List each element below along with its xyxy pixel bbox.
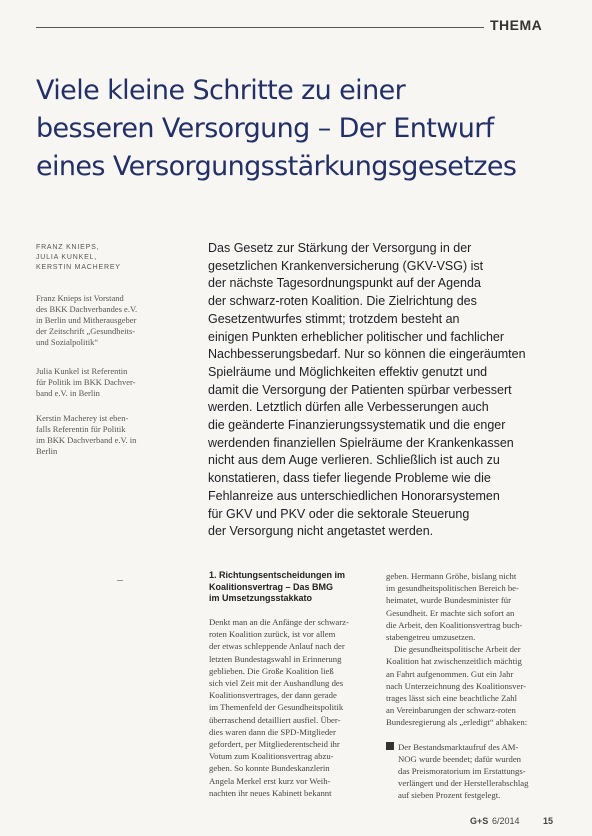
bullet-line: auf sieben Prozent festgelegt. <box>398 790 501 801</box>
body-line: Bundesregierung als „erledigt“ abhaken: <box>386 717 528 728</box>
bullet-line: NOG wurde beendet; dafür wurden <box>398 753 522 764</box>
lead-line: Nachbesserungsbedarf. Nur so können die eingeräumten <box>208 347 526 362</box>
author-bio-knieps <box>36 293 196 348</box>
body-line: dies waren dann die SPD-Mitglieder <box>209 726 336 737</box>
heading-line: 1. Richtungsentscheidungen im <box>209 570 346 580</box>
lead-line: Das Gesetz zur Stärkung der Versorgung in der <box>208 241 472 255</box>
body-line: Denkt man an die Anfänge der schwarz- <box>209 617 349 627</box>
lead-line: für GKV und PKV oder die sektorale Steuerung <box>208 506 470 521</box>
lead-line: die geänderte Finanzierungssystematik und die enger <box>208 418 506 433</box>
section-heading <box>209 570 374 605</box>
author-bio-macherey <box>36 413 196 457</box>
bullet-line: Der Bestandsmarktaufruf des AM- <box>398 741 519 752</box>
body-line: die Arbeit, den Koalitionsvertrag buch- <box>386 619 523 630</box>
bio-line: der Zeitschrift „Gesundheits- <box>36 326 136 336</box>
bio-line: des BKK Dachverbandes e.V. <box>36 304 138 314</box>
lead-line: nicht aus dem Auge verlieren. Schließlich ist auch zu <box>208 453 500 468</box>
lead-line: der nächste Tagesordnungspunkt auf der Agenda <box>208 276 481 291</box>
body-line: geblieben. Die Große Koalition ließ <box>209 665 334 676</box>
lead-line: der schwarz-roten Koalition. Die Zielrichtung des <box>208 294 477 309</box>
bio-line: und Sozialpolitik“ <box>36 337 99 347</box>
heading-line: im Umsetzungsstakkato <box>209 593 313 603</box>
bio-line: für Politik im BKK Dachver- <box>36 377 136 387</box>
bio-line: Julia Kunkel ist Referentin <box>36 366 128 376</box>
title-line: besseren Versorgung – Der Entwurf <box>36 113 494 144</box>
journal-name: G+S <box>470 816 489 826</box>
lead-line: einigen Punkten erheblicher politischer und fachlicher <box>208 329 505 344</box>
author-name: FRANZ KNIEPS, <box>36 244 100 251</box>
lead-line: Gesetzentwurfes stimmt; trotzdem besteht an <box>208 311 460 326</box>
divider-mark <box>117 580 123 581</box>
bio-line: band e.V. in Berlin <box>36 388 100 398</box>
author-bio-kunkel <box>36 366 196 399</box>
bio-line: in Berlin und Mitherausgeber <box>36 315 137 325</box>
section-label: THEMA <box>490 17 543 33</box>
author-name: JULIA KUNKEL, <box>36 254 97 261</box>
body-line: Votum zum Koalitionsvertrag abzu- <box>209 751 334 762</box>
body-line: der etwas schleppende Anlauf nach der <box>209 641 345 652</box>
body-line: geben. Hermann Gröhe, bislang nicht <box>386 571 517 581</box>
body-line: Die gesundheitspolitische Arbeit der <box>394 644 521 655</box>
body-line: sich viel Zeit mit der Aushandlung des <box>209 678 344 689</box>
header-rule <box>36 27 484 28</box>
body-line: überraschend detailliert ausfiel. Über- <box>209 714 341 725</box>
body-line: nach Unterzeichnung des Koalitionsver- <box>386 680 526 691</box>
bio-line: Franz Knieps ist Vorstand <box>36 293 124 303</box>
body-line: nachten ihr neues Kabinett bekannt <box>209 787 332 798</box>
lead-line: werdenden finanziellen Spielräume der Krankenkassen <box>208 435 514 450</box>
lead-line: Spielräume und Möglichkeiten effektiv genutzt und <box>208 364 488 379</box>
body-line: geben. So konnte Bundeskanzlerin <box>209 763 330 774</box>
body-line: Angela Merkel erst kurz vor Weih- <box>209 775 331 786</box>
body-line: im Themenfeld der Gesundheitspolitik <box>209 702 344 713</box>
author-list <box>36 243 196 273</box>
body-line: an Fahrt aufgenommen. Gut ein Jahr <box>386 668 514 679</box>
body-line: heimatet, wurde Bundesminister für <box>386 595 511 606</box>
bio-line: Kerstin Macherey ist eben- <box>36 413 129 423</box>
lead-line: damit die Versorgung der Patienten spürbar verbessert <box>208 382 512 397</box>
body-line: gefordert, per Mitgliederentscheid ihr <box>209 739 340 750</box>
author-name: KERSTIN MACHEREY <box>36 264 121 271</box>
body-line: trages lässt sich eine beachtliche Zahl <box>386 693 517 704</box>
body-line: letzten Bundestagswahl in Erinnerung <box>209 653 342 664</box>
issue-number: 6/2014 <box>492 816 520 826</box>
body-line: im gesundheitspolitischen Bereich be- <box>386 583 519 594</box>
bullet-square-icon <box>386 742 394 750</box>
title-line: eines Versorgungsstärkungsgesetzes <box>36 151 517 182</box>
body-column-left <box>209 616 375 799</box>
body-line: Koalition hat zwischenzeitlich mächtig <box>386 656 522 667</box>
title-line: Viele kleine Schritte zu einer <box>36 75 406 106</box>
article-title <box>36 72 576 186</box>
lead-line: werden. Letztlich dürfen alle Verbesserungen auch <box>208 400 489 415</box>
body-line: stabengetreu umzusetzen. <box>386 632 476 643</box>
body-column-right <box>386 570 552 802</box>
body-line: roten Koalition zurück, ist vor allem <box>209 629 336 640</box>
lead-line: der Versorgung nicht angetastet werden. <box>208 524 434 539</box>
body-line: an Vereinbarungen der schwarz-roten <box>386 705 516 716</box>
page-number: 15 <box>543 816 554 826</box>
bio-line: falls Referentin für Politik <box>36 424 126 434</box>
spacer <box>386 729 552 741</box>
bio-line: im BKK Dachverband e.V. in <box>36 435 137 445</box>
bullet-line: das Preismoratorium im Erstattungs- <box>398 766 526 777</box>
lead-paragraph <box>208 240 578 541</box>
lead-line: gesetzlichen Krankenversicherung (GKV-VSG) ist <box>208 258 484 273</box>
lead-line: Fehlanreize aus unterschiedlichen Honorarsystemen <box>208 488 500 503</box>
lead-line: konstatieren, dass tiefer liegende Probleme wie die <box>208 471 491 486</box>
bullet-line: verlängert und der Herstellerabschlag <box>398 778 529 789</box>
bio-line: Berlin <box>36 446 58 456</box>
heading-line: Koalitionsvertrag – Das BMG <box>209 581 334 592</box>
body-line: Gesundheit. Er machte sich sofort an <box>386 607 515 618</box>
body-line: Koalitionsvertrages, der dann gerade <box>209 690 337 701</box>
